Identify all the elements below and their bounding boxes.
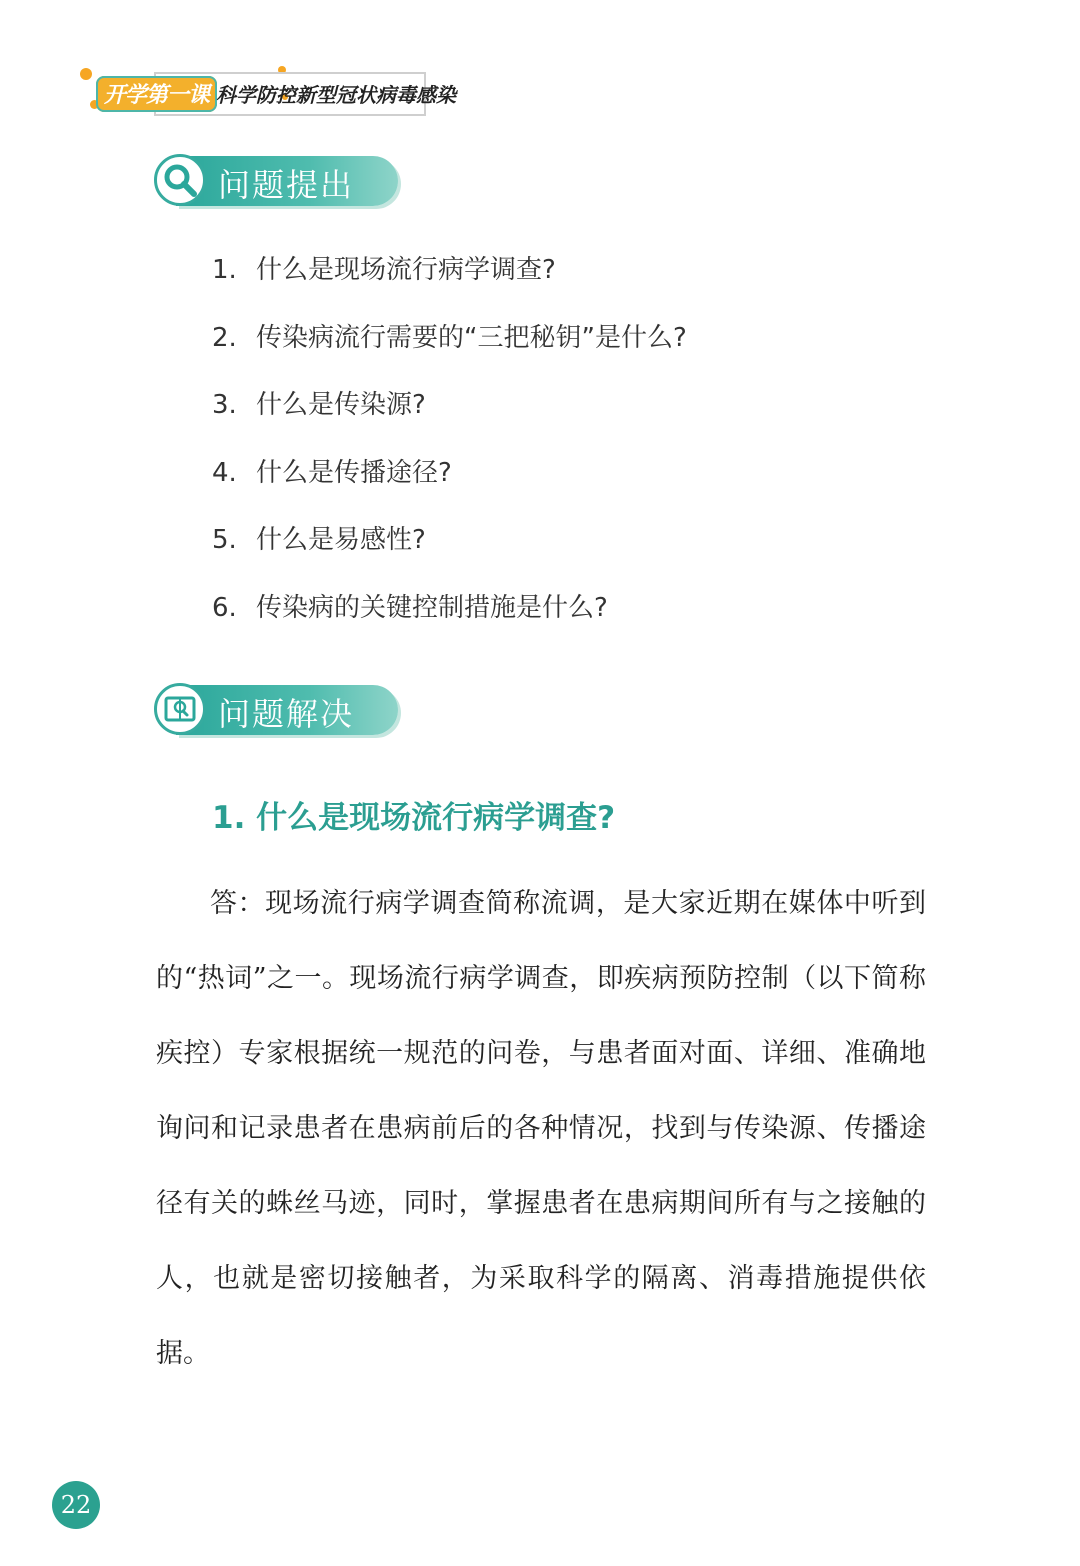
question-list bbox=[212, 250, 687, 655]
item-text: 传染病的关键控制措施是什么? bbox=[256, 592, 608, 623]
list-item bbox=[212, 385, 687, 453]
item-number: 4. bbox=[212, 457, 237, 488]
section-badge-questions bbox=[154, 154, 400, 210]
list-item bbox=[212, 318, 687, 386]
item-text: 什么是传染源? bbox=[256, 390, 426, 420]
section-title: 问题提出 bbox=[218, 166, 355, 204]
item-number: 6. bbox=[212, 592, 237, 623]
list-item bbox=[212, 250, 687, 318]
item-text: 什么是传播途径? bbox=[256, 457, 452, 488]
section-title: 问题解决 bbox=[218, 695, 355, 733]
answer-body: 答：现场流行病学调查简称流调，是大家近期在媒体中听到的“热词”之一。现场流行病学调查，即疾病预防控制（以下简称疾控）专家根据统一规范的问卷，与患者面对面、详细、准确地询问和记录患者在患病前后的各种情况，找到与传染源、传播途径有关的蛛丝马迹，同时，掌握患者在患病期间所有与之接触的人，也就是密切接触者，为采取科学的隔离、消毒措施提供依据。 bbox=[156, 888, 926, 1369]
book-icon bbox=[154, 683, 206, 735]
series-logo: 开学第一课 bbox=[96, 76, 217, 112]
item-text: 什么是易感性? bbox=[256, 525, 426, 555]
answer-heading: 1. 什么是现场流行病学调查? bbox=[212, 800, 616, 836]
page-header bbox=[78, 64, 498, 120]
item-text: 传染病流行需要的“三把秘钥”是什么? bbox=[256, 322, 687, 353]
section-badge-solutions bbox=[154, 683, 400, 739]
magnifier-icon bbox=[154, 154, 206, 206]
list-item bbox=[212, 588, 687, 656]
series-title: 科学防控新型冠状病毒感染 bbox=[216, 83, 456, 107]
decorative-dot bbox=[80, 68, 92, 80]
item-number: 1. bbox=[212, 255, 237, 285]
item-number: 3. bbox=[212, 390, 237, 420]
page-number: 22 bbox=[52, 1481, 100, 1529]
item-number: 2. bbox=[212, 322, 237, 353]
item-text: 什么是现场流行病学调查? bbox=[256, 255, 556, 285]
item-number: 5. bbox=[212, 525, 237, 555]
list-item bbox=[212, 453, 687, 521]
list-item bbox=[212, 520, 687, 588]
